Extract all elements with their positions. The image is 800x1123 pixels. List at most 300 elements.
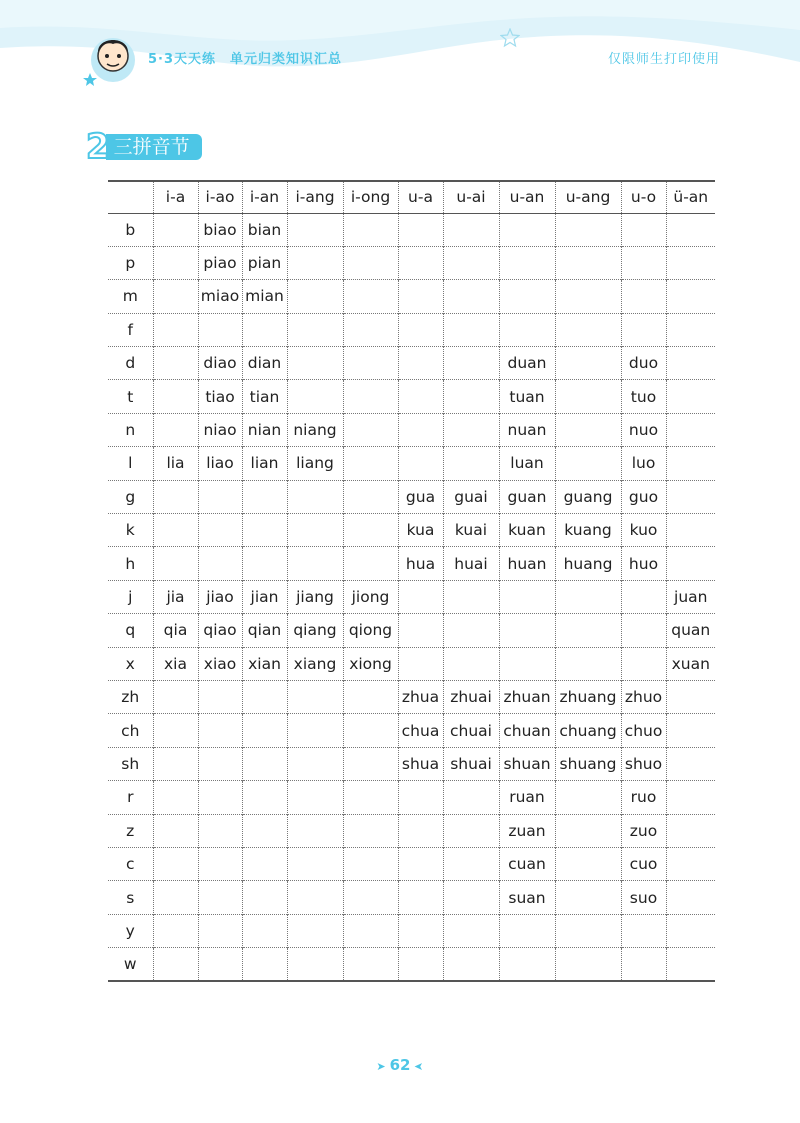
syllable-cell xyxy=(153,680,198,713)
header-brand: 5·3天天练 xyxy=(148,52,217,67)
syllable-cell: huan xyxy=(499,547,555,580)
syllable-cell xyxy=(666,313,715,346)
syllable-cell xyxy=(398,914,443,947)
syllable-cell xyxy=(343,380,398,413)
syllable-cell xyxy=(198,881,242,914)
syllable-cell xyxy=(555,814,621,847)
syllable-cell xyxy=(666,514,715,547)
syllable-cell: qiao xyxy=(198,614,242,647)
syllable-cell xyxy=(198,680,242,713)
column-header: i-an xyxy=(242,181,287,213)
syllable-cell xyxy=(398,881,443,914)
syllable-cell: qiong xyxy=(343,614,398,647)
table-row xyxy=(108,514,715,547)
initial-cell: sh xyxy=(108,747,153,780)
syllable-cell xyxy=(398,313,443,346)
table-row xyxy=(108,714,715,747)
syllable-cell: shuang xyxy=(555,747,621,780)
syllable-cell xyxy=(443,814,499,847)
syllable-cell xyxy=(198,814,242,847)
table-row xyxy=(108,246,715,279)
syllable-cell: lia xyxy=(153,447,198,480)
syllable-cell xyxy=(443,647,499,680)
syllable-cell: zhuang xyxy=(555,680,621,713)
syllable-cell: bian xyxy=(242,213,287,246)
syllable-cell xyxy=(287,313,343,346)
table-row xyxy=(108,213,715,246)
syllable-cell xyxy=(555,246,621,279)
syllable-cell xyxy=(555,914,621,947)
syllable-cell xyxy=(242,847,287,880)
mascot-icon xyxy=(82,26,144,88)
syllable-cell xyxy=(153,213,198,246)
header-corner-cell xyxy=(108,181,153,213)
table-row xyxy=(108,647,715,680)
section-heading xyxy=(86,127,202,167)
table-row xyxy=(108,747,715,780)
syllable-cell xyxy=(666,447,715,480)
syllable-cell xyxy=(621,614,666,647)
syllable-cell xyxy=(287,881,343,914)
star-icon xyxy=(500,28,520,48)
syllable-cell xyxy=(443,380,499,413)
syllable-cell xyxy=(153,246,198,279)
syllable-cell xyxy=(153,881,198,914)
initial-cell: x xyxy=(108,647,153,680)
syllable-cell xyxy=(343,313,398,346)
syllable-cell: cuan xyxy=(499,847,555,880)
syllable-cell xyxy=(443,313,499,346)
column-header: u-o xyxy=(621,181,666,213)
initial-cell: ch xyxy=(108,714,153,747)
syllable-cell xyxy=(287,747,343,780)
syllable-cell xyxy=(499,580,555,613)
table-row xyxy=(108,347,715,380)
syllable-cell: chuo xyxy=(621,714,666,747)
column-header: i-ong xyxy=(343,181,398,213)
syllable-cell xyxy=(443,948,499,981)
syllable-cell: suan xyxy=(499,881,555,914)
syllable-cell xyxy=(198,313,242,346)
syllable-cell: niang xyxy=(287,413,343,446)
syllable-cell xyxy=(398,580,443,613)
syllable-cell: pian xyxy=(242,246,287,279)
syllable-cell xyxy=(153,814,198,847)
syllable-cell xyxy=(555,647,621,680)
syllable-cell xyxy=(621,948,666,981)
syllable-cell xyxy=(499,614,555,647)
syllable-cell: diao xyxy=(198,347,242,380)
syllable-cell xyxy=(666,480,715,513)
syllable-cell: zhuan xyxy=(499,680,555,713)
syllable-cell: tian xyxy=(242,380,287,413)
column-header: u-ang xyxy=(555,181,621,213)
syllable-table xyxy=(108,180,715,982)
initial-cell: f xyxy=(108,313,153,346)
syllable-cell xyxy=(555,881,621,914)
syllable-cell: kuang xyxy=(555,514,621,547)
arrow-left-icon: ➤ xyxy=(414,1060,424,1073)
syllable-cell: zhuo xyxy=(621,680,666,713)
section-title: 三拼音节 xyxy=(106,134,202,160)
syllable-cell xyxy=(555,847,621,880)
syllable-cell xyxy=(343,781,398,814)
syllable-cell xyxy=(443,413,499,446)
syllable-cell xyxy=(499,246,555,279)
syllable-cell: xia xyxy=(153,647,198,680)
initial-cell: s xyxy=(108,881,153,914)
syllable-cell: jia xyxy=(153,580,198,613)
syllable-cell xyxy=(398,447,443,480)
syllable-cell xyxy=(555,213,621,246)
syllable-cell: kua xyxy=(398,514,443,547)
syllable-cell xyxy=(343,948,398,981)
syllable-cell: hua xyxy=(398,547,443,580)
syllable-cell xyxy=(443,781,499,814)
syllable-cell xyxy=(343,280,398,313)
syllable-cell: duo xyxy=(621,347,666,380)
header-title xyxy=(148,48,356,67)
column-header: u-a xyxy=(398,181,443,213)
syllable-cell xyxy=(287,547,343,580)
syllable-cell xyxy=(287,280,343,313)
syllable-cell xyxy=(343,714,398,747)
syllable-cell: qian xyxy=(242,614,287,647)
syllable-cell xyxy=(398,280,443,313)
syllable-cell xyxy=(343,881,398,914)
syllable-cell xyxy=(343,747,398,780)
syllable-cell: xuan xyxy=(666,647,715,680)
syllable-cell: chua xyxy=(398,714,443,747)
syllable-cell xyxy=(242,881,287,914)
syllable-cell: kuan xyxy=(499,514,555,547)
syllable-cell xyxy=(287,246,343,279)
syllable-cell xyxy=(398,213,443,246)
syllable-cell xyxy=(398,380,443,413)
syllable-cell: shuan xyxy=(499,747,555,780)
initial-cell: p xyxy=(108,246,153,279)
syllable-cell xyxy=(499,280,555,313)
syllable-cell xyxy=(666,246,715,279)
syllable-cell xyxy=(555,580,621,613)
syllable-cell xyxy=(242,714,287,747)
initial-cell: h xyxy=(108,547,153,580)
syllable-cell xyxy=(499,313,555,346)
initial-cell: n xyxy=(108,413,153,446)
syllable-cell xyxy=(242,514,287,547)
table-row xyxy=(108,447,715,480)
syllable-cell: qia xyxy=(153,614,198,647)
syllable-cell: guo xyxy=(621,480,666,513)
header-subtitle: 单元归类知识汇总 xyxy=(230,52,343,67)
initial-cell: r xyxy=(108,781,153,814)
syllable-cell xyxy=(499,948,555,981)
syllable-cell: xiang xyxy=(287,647,343,680)
syllable-cell xyxy=(153,914,198,947)
syllable-cell xyxy=(666,347,715,380)
syllable-cell: chuai xyxy=(443,714,499,747)
syllable-cell: gua xyxy=(398,480,443,513)
column-header: u-an xyxy=(499,181,555,213)
syllable-cell xyxy=(343,814,398,847)
syllable-cell xyxy=(242,814,287,847)
syllable-cell xyxy=(621,246,666,279)
syllable-cell xyxy=(621,280,666,313)
syllable-cell: kuo xyxy=(621,514,666,547)
syllable-cell: xian xyxy=(242,647,287,680)
syllable-cell xyxy=(666,948,715,981)
table-row xyxy=(108,547,715,580)
syllable-cell: mian xyxy=(242,280,287,313)
syllable-cell xyxy=(555,614,621,647)
syllable-cell xyxy=(153,480,198,513)
syllable-cell xyxy=(443,580,499,613)
syllable-cell: chuan xyxy=(499,714,555,747)
syllable-cell: zhuai xyxy=(443,680,499,713)
syllable-cell xyxy=(398,948,443,981)
table-row xyxy=(108,280,715,313)
syllable-cell xyxy=(621,213,666,246)
syllable-cell xyxy=(666,280,715,313)
syllable-cell xyxy=(443,280,499,313)
syllable-cell xyxy=(343,246,398,279)
syllable-cell xyxy=(443,246,499,279)
syllable-cell xyxy=(153,413,198,446)
syllable-cell: luo xyxy=(621,447,666,480)
initial-cell: t xyxy=(108,380,153,413)
syllable-cell: juan xyxy=(666,580,715,613)
initial-cell: b xyxy=(108,213,153,246)
syllable-cell xyxy=(398,814,443,847)
initial-cell: zh xyxy=(108,680,153,713)
syllable-cell xyxy=(443,347,499,380)
syllable-cell xyxy=(499,647,555,680)
syllable-cell xyxy=(287,213,343,246)
syllable-cell: ruo xyxy=(621,781,666,814)
syllable-cell xyxy=(666,680,715,713)
syllable-cell xyxy=(443,447,499,480)
table-row xyxy=(108,580,715,613)
syllable-cell: zhua xyxy=(398,680,443,713)
syllable-cell xyxy=(343,547,398,580)
syllable-cell xyxy=(287,814,343,847)
syllable-cell xyxy=(621,580,666,613)
syllable-cell xyxy=(398,413,443,446)
table-header-row xyxy=(108,181,715,213)
syllable-cell xyxy=(153,547,198,580)
syllable-cell xyxy=(555,781,621,814)
syllable-cell xyxy=(153,781,198,814)
syllable-cell: luan xyxy=(499,447,555,480)
initial-cell: q xyxy=(108,614,153,647)
initial-cell: w xyxy=(108,948,153,981)
syllable-cell xyxy=(343,480,398,513)
table-row xyxy=(108,313,715,346)
syllable-cell xyxy=(499,213,555,246)
syllable-cell: tuan xyxy=(499,380,555,413)
syllable-cell xyxy=(287,480,343,513)
syllable-cell xyxy=(666,914,715,947)
syllable-cell: huai xyxy=(443,547,499,580)
syllable-cell xyxy=(555,413,621,446)
syllable-cell xyxy=(621,914,666,947)
syllable-cell xyxy=(666,814,715,847)
syllable-cell xyxy=(198,847,242,880)
syllable-cell xyxy=(242,680,287,713)
syllable-cell xyxy=(398,781,443,814)
syllable-cell xyxy=(287,714,343,747)
syllable-cell: guan xyxy=(499,480,555,513)
syllable-cell: nuan xyxy=(499,413,555,446)
syllable-cell xyxy=(242,547,287,580)
syllable-cell: shuo xyxy=(621,747,666,780)
syllable-cell xyxy=(287,847,343,880)
table-row xyxy=(108,948,715,981)
table-row xyxy=(108,881,715,914)
syllable-cell xyxy=(443,881,499,914)
syllable-cell xyxy=(343,447,398,480)
syllable-cell xyxy=(287,680,343,713)
syllable-cell xyxy=(198,948,242,981)
syllable-cell xyxy=(499,914,555,947)
column-header: i-ao xyxy=(198,181,242,213)
syllable-cell: xiong xyxy=(343,647,398,680)
syllable-cell xyxy=(287,781,343,814)
syllable-cell xyxy=(343,914,398,947)
syllable-cell xyxy=(666,380,715,413)
page-footer xyxy=(0,1056,800,1074)
syllable-cell: shuai xyxy=(443,747,499,780)
initial-cell: g xyxy=(108,480,153,513)
table-row xyxy=(108,380,715,413)
syllable-cell xyxy=(153,948,198,981)
syllable-cell xyxy=(153,747,198,780)
syllable-cell xyxy=(555,313,621,346)
syllable-cell xyxy=(242,948,287,981)
syllable-cell xyxy=(198,514,242,547)
syllable-cell xyxy=(666,547,715,580)
syllable-cell xyxy=(242,480,287,513)
syllable-cell: dian xyxy=(242,347,287,380)
table-row xyxy=(108,413,715,446)
syllable-cell xyxy=(555,380,621,413)
syllable-cell: niao xyxy=(198,413,242,446)
syllable-cell xyxy=(287,914,343,947)
syllable-cell: guang xyxy=(555,480,621,513)
syllable-cell: suo xyxy=(621,881,666,914)
syllable-cell xyxy=(287,347,343,380)
syllable-cell xyxy=(555,280,621,313)
table-row xyxy=(108,781,715,814)
table-row xyxy=(108,914,715,947)
syllable-cell xyxy=(242,914,287,947)
syllable-cell: tiao xyxy=(198,380,242,413)
syllable-cell: guai xyxy=(443,480,499,513)
syllable-cell: miao xyxy=(198,280,242,313)
syllable-cell: huo xyxy=(621,547,666,580)
table-row xyxy=(108,814,715,847)
print-notice: 仅限师生打印使用 xyxy=(608,52,721,67)
syllable-cell: chuang xyxy=(555,714,621,747)
initial-cell: y xyxy=(108,914,153,947)
syllable-cell xyxy=(343,847,398,880)
arrow-right-icon: ➤ xyxy=(376,1060,386,1073)
initial-cell: k xyxy=(108,514,153,547)
initial-cell: z xyxy=(108,814,153,847)
syllable-cell xyxy=(398,647,443,680)
syllable-cell: duan xyxy=(499,347,555,380)
syllable-cell: huang xyxy=(555,547,621,580)
syllable-cell xyxy=(555,948,621,981)
syllable-cell xyxy=(287,380,343,413)
table-row xyxy=(108,680,715,713)
syllable-cell xyxy=(343,413,398,446)
syllable-cell: qiang xyxy=(287,614,343,647)
syllable-cell xyxy=(343,514,398,547)
initial-cell: d xyxy=(108,347,153,380)
syllable-cell xyxy=(555,347,621,380)
syllable-cell: zuo xyxy=(621,814,666,847)
syllable-cell xyxy=(666,781,715,814)
syllable-cell xyxy=(198,480,242,513)
syllable-cell xyxy=(153,847,198,880)
syllable-cell xyxy=(666,213,715,246)
syllable-cell xyxy=(287,948,343,981)
syllable-cell xyxy=(198,914,242,947)
syllable-cell xyxy=(666,847,715,880)
syllable-cell xyxy=(621,647,666,680)
column-header: i-a xyxy=(153,181,198,213)
syllable-cell: xiao xyxy=(198,647,242,680)
syllable-cell: liao xyxy=(198,447,242,480)
syllable-cell: cuo xyxy=(621,847,666,880)
syllable-cell: shua xyxy=(398,747,443,780)
syllable-cell xyxy=(443,614,499,647)
syllable-cell: piao xyxy=(198,246,242,279)
syllable-cell: jiong xyxy=(343,580,398,613)
initial-cell: c xyxy=(108,847,153,880)
syllable-cell xyxy=(621,313,666,346)
syllable-cell xyxy=(343,347,398,380)
syllable-cell xyxy=(242,781,287,814)
syllable-cell: jiao xyxy=(198,580,242,613)
syllable-cell xyxy=(666,413,715,446)
page-number: 62 xyxy=(389,1056,411,1074)
table-row xyxy=(108,614,715,647)
table-row xyxy=(108,480,715,513)
syllable-cell xyxy=(443,914,499,947)
syllable-cell: jian xyxy=(242,580,287,613)
syllable-cell xyxy=(153,280,198,313)
syllable-cell: zuan xyxy=(499,814,555,847)
initial-cell: l xyxy=(108,447,153,480)
syllable-cell xyxy=(198,714,242,747)
syllable-cell xyxy=(398,847,443,880)
syllable-cell: ruan xyxy=(499,781,555,814)
syllable-cell: liang xyxy=(287,447,343,480)
syllable-cell: biao xyxy=(198,213,242,246)
syllable-cell: quan xyxy=(666,614,715,647)
syllable-cell xyxy=(198,547,242,580)
syllable-cell xyxy=(398,347,443,380)
syllable-cell: jiang xyxy=(287,580,343,613)
syllable-cell xyxy=(153,514,198,547)
column-header: ü-an xyxy=(666,181,715,213)
syllable-cell xyxy=(343,213,398,246)
syllable-cell: lian xyxy=(242,447,287,480)
section-number: 2 xyxy=(86,127,110,167)
syllable-cell xyxy=(666,747,715,780)
